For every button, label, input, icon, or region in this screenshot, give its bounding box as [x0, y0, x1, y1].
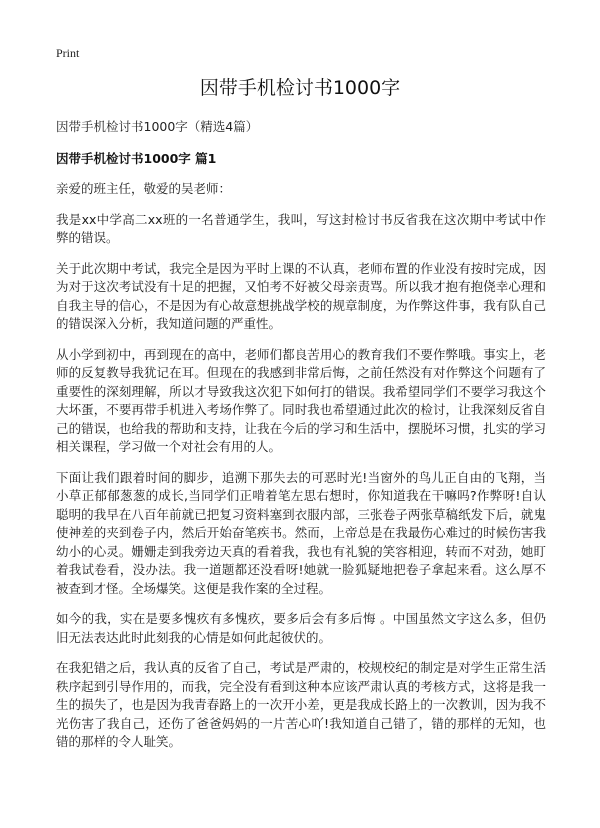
- body-paragraph: 从小学到初中，再到现在的高中，老师们都良苦用心的教育我们不要作弊哦。事实上，老师的反复教导我犹记在耳。但现在的我感到非常后悔，之前任然没有对作弊这个问题有了重要性的深刻理解，所以才导致我这次犯下如何打的错误。我希望同学们不要学习我这个大坏蛋，不要再带手机进入考场作弊了。同时我也希望通过此次的检讨，让我深刻反省自己的错误，也给我的帮助和支持，让我在今后的学习和生活中，摆脱坏习惯，扎实的学习相关课程，学习做一个对社会有用的人。: [56, 346, 546, 454]
- body-paragraph: 下面让我们跟着时间的脚步，追溯下那失去的可恶时光!当窗外的鸟儿正自由的飞翔，当小草正郁郁葱葱的成长,当同学们正啃着笔左思右想时，你知道我在干嘛吗?作弊呀!自认聪明的我早在八百年前就已把复习资料塞到衣服内部，三张卷子两张草稿纸发下后，就鬼使神差的夹到卷子内，然后开始奋笔疾书。然而，上帝总是在我最伤心难过的时候伤害我幼小的心灵。姗姗走到我旁边天真的看着我，我也有礼貌的笑容相迎，转而不对劲，她盯着我试卷看，没办法。我一道题都还没看呀!她就一脸狐疑地把卷子拿起来看。这么厚不被查到才怪。全场爆笑。这便是我作案的全过程。: [56, 469, 546, 596]
- greeting-paragraph: 亲爱的班主任，敬爱的吴老师：: [56, 181, 232, 196]
- body-paragraph: 关于此次期中考试，我完全是因为平时上课的不认真，老师布置的作业没有按时完成，因为对于这次考试没有十足的把握，又怕考不好被父母亲责骂。所以我才抱有抱侥幸心理和自我主导的信心，不是因为有心故意想挑战学校的规章制度，为作弊这件事，我有队自己的错误深入分析，我知道问题的严重性。: [56, 260, 546, 331]
- body-paragraph: 我是xx中学高二xx班的一名普通学生，我叫，写这封检讨书反省我在这次期中考试中作弊的错误。: [56, 211, 546, 245]
- body-paragraph: 在我犯错之后，我认真的反省了自己，考试是严肃的，校规校纪的制定是对学生正常生活秩序起到引导作用的，而我，完全没有看到这种本应该严肃认真的考核方式，这将是我一生的损失了，也是因为我青春路上的一次开小差，更是我成长路上的一次教训，因为我不光伤害了我自己，还伤了爸爸妈妈的一片苦心吖!我知道自己错了，错的那样的无知，也错的那样的令人耻笑。: [56, 660, 546, 749]
- body-paragraph: 如今的我，实在是要多愧疚有多愧疚，要多后会有多后悔 。中国虽然文字这么多，但仍旧无法表达此时此刻我的心情是如何此起彼伏的。: [56, 611, 546, 645]
- print-link[interactable]: Print: [56, 46, 80, 60]
- document-body: [56, 180, 546, 764]
- section-heading: 因带手机检讨书1000字 篇1: [56, 151, 217, 166]
- page-title: 因带手机检讨书1000字: [199, 77, 401, 99]
- document-subtitle: 因带手机检讨书1000字（精选4篇）: [56, 119, 259, 134]
